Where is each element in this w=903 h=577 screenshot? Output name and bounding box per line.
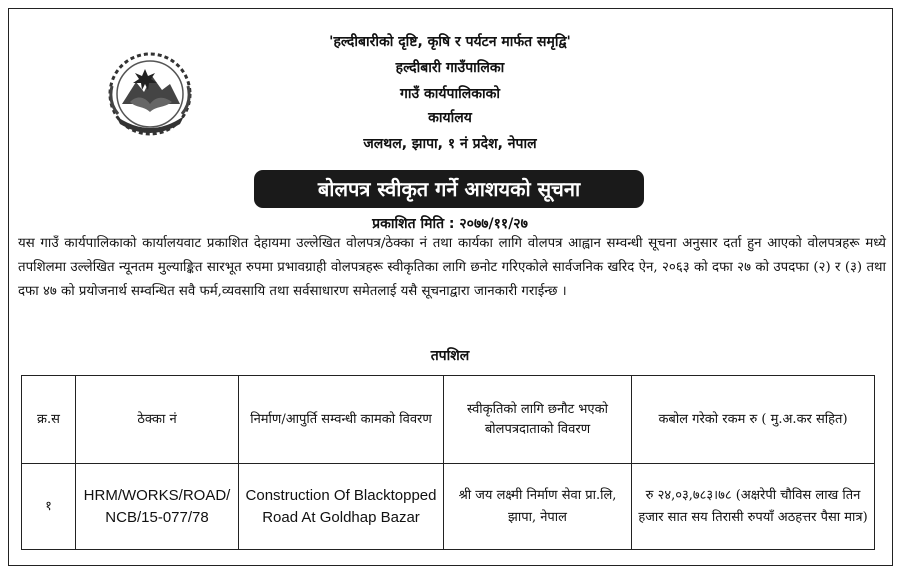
table-header-row <box>22 376 875 464</box>
cell-serial-number: १ <box>22 464 76 550</box>
header-contract-number: ठेक्का नं <box>76 376 239 464</box>
details-table <box>21 375 875 550</box>
header-serial-number: क्र.स <box>22 376 76 464</box>
notice-body: यस गाउँ कार्यपालिकाको कार्यालयवाट प्रकाशित देहायमा उल्लेखित वोलपत्र/ठेक्का नं तथा कार्यका लागि वोलपत्र आह्वान सम्वन्धी सूचना अनुसार दर्ता हुन आएको वोलपत्रहरू मध्ये तपशिलमा उल्लेखित न्यूनतम मुल्याङ्कित सारभूत रुपमा प्रभावग्राही वोलपत्रहरू स्वीकृतिका लागि छनोट गरिएकोले सार्वजनिक खरिद ऐन, २०६३ को दफा २७ को उपदफा (२) र (३) तथा दफा ४७ को प्रयोजनार्थ सम्वन्धित सवै फर्म,व्यवसायि तथा सर्वसाधारण समेतलाई यसै सूचनाद्वारा जानकारी गराईन्छ । <box>18 236 886 299</box>
header-office: कार्यालय <box>428 110 472 126</box>
published-date: प्रकाशित मिति : २०७७/११/२७ <box>372 216 528 232</box>
header-slogan: 'हल्दीबारीको दृष्टि, कृषि र पर्यटन मार्फत समृद्वि' <box>329 34 571 50</box>
cell-bidder-details: श्री जय लक्ष्मी निर्माण सेवा प्रा.लि, झापा, नेपाल <box>444 464 632 550</box>
header-bid-amount: कबोल गरेको रकम रु ( मु.अ.कर सहित) <box>632 376 875 464</box>
header-work-description: निर्माण/आपुर्ति सम्वन्धी कामको विवरण <box>239 376 444 464</box>
header-municipality: हल्दीबारी गाउँपालिका <box>395 60 505 76</box>
cell-contract-number: HRM/WORKS/ROAD/NCB/15-077/78 <box>76 464 239 550</box>
table-title: तपशिल <box>430 348 470 364</box>
cell-work-description: Construction Of Blacktopped Road At Goldhap Bazar <box>239 464 444 550</box>
notice-title: बोलपत्र स्वीकृत गर्ने आशयको सूचना <box>254 170 644 208</box>
government-emblem-icon <box>102 46 198 138</box>
header-address: जलथल, झापा, १ नं प्रदेश, नेपाल <box>363 136 537 152</box>
header-bidder-details: स्वीकृतिको लागि छनौट भएको बोलपत्रदाताको विवरण <box>444 376 632 464</box>
header-executive: गाउँ कार्यपालिकाको <box>399 86 500 102</box>
cell-bid-amount: रु २४,०३,७८३।७८ (अक्षरेपी चौविस लाख तिन हजार सात सय तिरासी रुपयाँ अठहत्तर पैसा मात्र) <box>632 464 875 550</box>
table-row <box>22 464 875 550</box>
